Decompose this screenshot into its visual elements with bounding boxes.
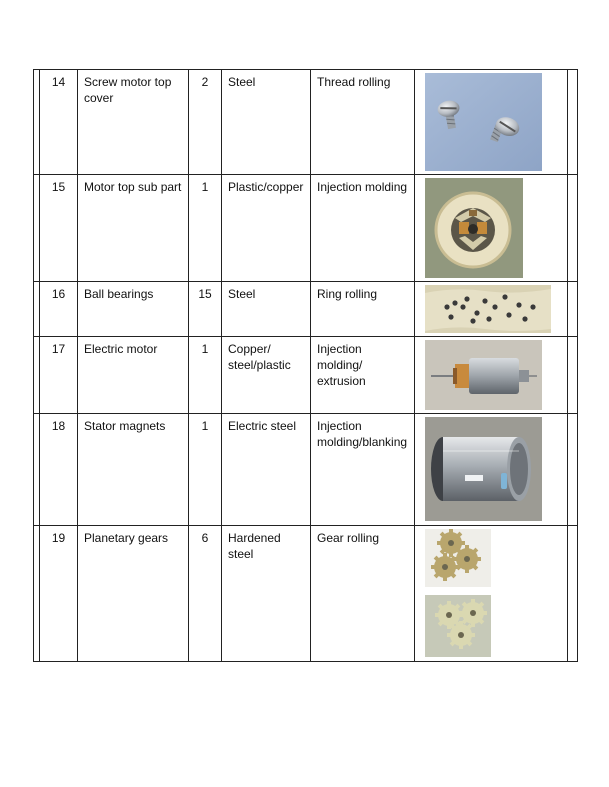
part-process: Gear rolling <box>311 526 415 662</box>
part-process: Injection molding <box>311 175 415 282</box>
part-image-cell <box>415 526 568 662</box>
table-row <box>34 526 578 662</box>
part-image-cell <box>415 70 568 175</box>
part-name: Electric motor <box>78 337 189 414</box>
table-row <box>34 337 578 414</box>
row-gutter <box>568 70 578 175</box>
stator-magnets-photo <box>425 417 542 521</box>
part-image-cell <box>415 282 568 337</box>
part-image-cell <box>415 175 568 282</box>
planetary-gears-photo <box>425 529 507 657</box>
table-row <box>34 414 578 526</box>
row-gutter <box>568 526 578 662</box>
table-row <box>34 175 578 282</box>
row-gutter <box>568 337 578 414</box>
row-gutter <box>568 414 578 526</box>
part-number: 14 <box>40 70 78 175</box>
part-process: Thread rolling <box>311 70 415 175</box>
part-name: Motor top sub part <box>78 175 189 282</box>
part-number: 15 <box>40 175 78 282</box>
part-material: Plastic/copper <box>222 175 311 282</box>
row-gutter <box>568 282 578 337</box>
part-material: Electric steel <box>222 414 311 526</box>
part-number: 16 <box>40 282 78 337</box>
electric-motor-photo <box>425 340 542 410</box>
table-row <box>34 282 578 337</box>
part-image-cell <box>415 414 568 526</box>
part-quantity: 1 <box>189 337 222 414</box>
part-quantity: 15 <box>189 282 222 337</box>
part-process: Injection molding/blanking <box>311 414 415 526</box>
part-name: Ball bearings <box>78 282 189 337</box>
screws-photo <box>425 73 542 171</box>
ball-bearings-photo <box>425 285 551 333</box>
part-quantity: 6 <box>189 526 222 662</box>
part-number: 18 <box>40 414 78 526</box>
part-image-cell <box>415 337 568 414</box>
part-quantity: 1 <box>189 414 222 526</box>
part-material: Steel <box>222 282 311 337</box>
part-quantity: 2 <box>189 70 222 175</box>
part-name: Stator magnets <box>78 414 189 526</box>
part-quantity: 1 <box>189 175 222 282</box>
part-number: 17 <box>40 337 78 414</box>
part-number: 19 <box>40 526 78 662</box>
part-name: Screw motor top cover <box>78 70 189 175</box>
part-name: Planetary gears <box>78 526 189 662</box>
part-process: Ring rolling <box>311 282 415 337</box>
part-material: Copper/ steel/plastic <box>222 337 311 414</box>
motor-top-photo <box>425 178 523 278</box>
row-gutter <box>568 175 578 282</box>
part-material: Hardened steel <box>222 526 311 662</box>
part-material: Steel <box>222 70 311 175</box>
table-row <box>34 70 578 175</box>
part-process: Injection molding/ extrusion <box>311 337 415 414</box>
parts-table <box>33 69 578 662</box>
